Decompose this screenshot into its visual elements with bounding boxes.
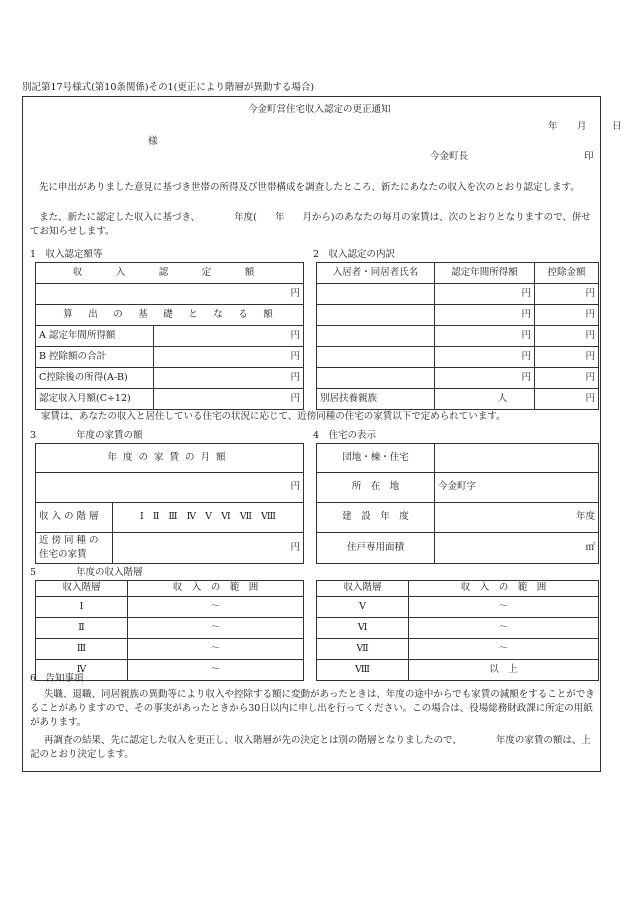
notice-title: 今金町営住宅収入認定の更正通知 <box>248 104 391 115</box>
table-row: Ⅷ 以 上 <box>317 660 599 681</box>
issuer-name: 今金町長 <box>430 151 469 162</box>
table-row: 住戸専用面積 ㎡ <box>317 533 599 564</box>
table-row: 団地・棟・住宅 <box>317 444 599 473</box>
table-row: 所 在 地 今金町字 <box>317 473 599 503</box>
row-label: C控除後の所得(A-B) <box>36 368 154 389</box>
income-level-label: 収入の階層 <box>36 503 113 533</box>
level-option: Ⅲ <box>168 511 178 523</box>
income-header: 収 入 認 定 額 <box>36 263 304 284</box>
dependents-count: 人 <box>435 389 535 410</box>
level-option: Ⅰ <box>140 511 144 523</box>
table-row: Ⅵ ～ <box>317 618 599 639</box>
col-income-header: 認定年間所得額 <box>435 263 535 284</box>
housing-table <box>316 443 599 564</box>
col-name-header: 入居者・同居者氏名 <box>317 263 435 284</box>
section-6-heading: 6 告知事項 <box>30 673 84 684</box>
table-row: A 認定年間所得額 円 <box>36 326 304 347</box>
col-level-header: 収入階層 <box>36 581 128 597</box>
income-amount: 円 <box>36 284 304 305</box>
level-option: Ⅴ <box>205 511 213 523</box>
table-row: 別居扶養親族 人 円 <box>317 389 599 410</box>
rent-table <box>35 443 304 564</box>
income-levels-right-table <box>316 580 599 681</box>
row-label: 認定収入月額(C÷12) <box>36 389 154 410</box>
recipient-suffix: 様 <box>148 136 158 147</box>
table-row: Ⅱ ～ <box>36 618 304 639</box>
col-range-header: 収 入 の 範 囲 <box>128 581 304 597</box>
section-4-heading: 4 住宅の表示 <box>313 430 377 441</box>
income-table <box>35 262 304 410</box>
income-breakdown-table <box>316 262 599 410</box>
nearby-rent-amount: 円 <box>113 533 304 564</box>
table-row: Ⅰ ～ <box>36 597 304 618</box>
level-option: Ⅶ <box>239 511 252 523</box>
table-row: 建 設 年 度 年度 <box>317 503 599 533</box>
section-5-heading: 5 年度の収入階層 <box>30 567 143 578</box>
date-day: 日 <box>612 121 622 132</box>
table-row: Ⅲ ～ <box>36 639 304 660</box>
level-option: Ⅵ <box>221 511 231 523</box>
table-row: 認定収入月額(C÷12) 円 <box>36 389 304 410</box>
section-1-heading: 1 収入認定額等 <box>30 249 103 260</box>
table-row: 円 円 <box>317 305 599 326</box>
form-header: 別記第17号様式(第10条関係)その1(更正により階層が異動する場合) <box>22 82 315 93</box>
table-row: Ⅶ ～ <box>317 639 599 660</box>
monthly-rent-header: 年度の家賃の月額 <box>36 444 304 473</box>
row-label: A 認定年間所得額 <box>36 326 154 347</box>
col-level-header: 収入階層 <box>317 581 409 597</box>
notice-paragraph-1: 失職、退職、同居親族の異動等により収入や控除する額に変動があったときは、年度の途中からでも家賃の減額をすることができることがありますので、その事実があったときから30日以内に申し出を行ってください。この場合は、役場総務財政課に所定の用紙があります。 <box>30 689 595 728</box>
level-option: Ⅷ <box>261 511 277 523</box>
col-deduct-header: 控除金額 <box>535 263 599 284</box>
level-option: Ⅱ <box>152 511 160 523</box>
date-month: 月 <box>577 121 587 132</box>
separate-dependents-label: 別居扶養親族 <box>317 389 435 410</box>
nearby-rent-label: 近傍同種の 住宅の家賃 <box>36 533 113 564</box>
table-row: 円 円 <box>317 284 599 305</box>
intro-paragraph-2: また、新たに認定した収入に基づき、 年度( 年 月から)のあなたの毎月の家賃は、次のとおりとなりますので、併せてお知らせします。 <box>30 212 591 237</box>
section-3-heading: 3 年度の家賃の額 <box>30 430 143 441</box>
notice-paragraph-2: 再調査の結果、先に認定した収入を更正し、収入階層が先の決定とは別の階層となりましたので、 年度の家賃の額は、上記のとおり決定します。 <box>30 735 591 760</box>
table-row: B 控除額の合計 円 <box>36 347 304 368</box>
monthly-rent-amount: 円 <box>36 473 304 503</box>
income-levels-left-table <box>35 580 304 681</box>
row-label: B 控除額の合計 <box>36 347 154 368</box>
seal-mark: 印 <box>584 151 594 162</box>
date-year: 年 <box>548 121 558 132</box>
level-option: Ⅳ <box>186 511 197 523</box>
table-row: 円 円 <box>317 368 599 389</box>
table-row: C控除後の所得(A-B) 円 <box>36 368 304 389</box>
table-row: Ⅴ ～ <box>317 597 599 618</box>
table-row: Ⅳ ～ <box>36 660 304 681</box>
intro-paragraph-1: 先に申出がありました意見に基づき世帯の所得及び世帯構成を調査したところ、新たにあなたの収入を次のとおり認定します。 <box>39 182 580 193</box>
income-level-list <box>113 503 304 533</box>
col-range-header: 収 入 の 範 囲 <box>409 581 599 597</box>
basis-header: 算 出 の 基 礎 と な る 額 <box>36 305 304 326</box>
section-2-heading: 2 収入認定の内訳 <box>313 249 396 260</box>
table-row: 円 円 <box>317 347 599 368</box>
table-row: 円 円 <box>317 326 599 347</box>
rent-note: 家賃は、あなたの収入と居住している住宅の状況に応じて、近傍同種の住宅の家賃以下で定められています。 <box>41 411 506 422</box>
